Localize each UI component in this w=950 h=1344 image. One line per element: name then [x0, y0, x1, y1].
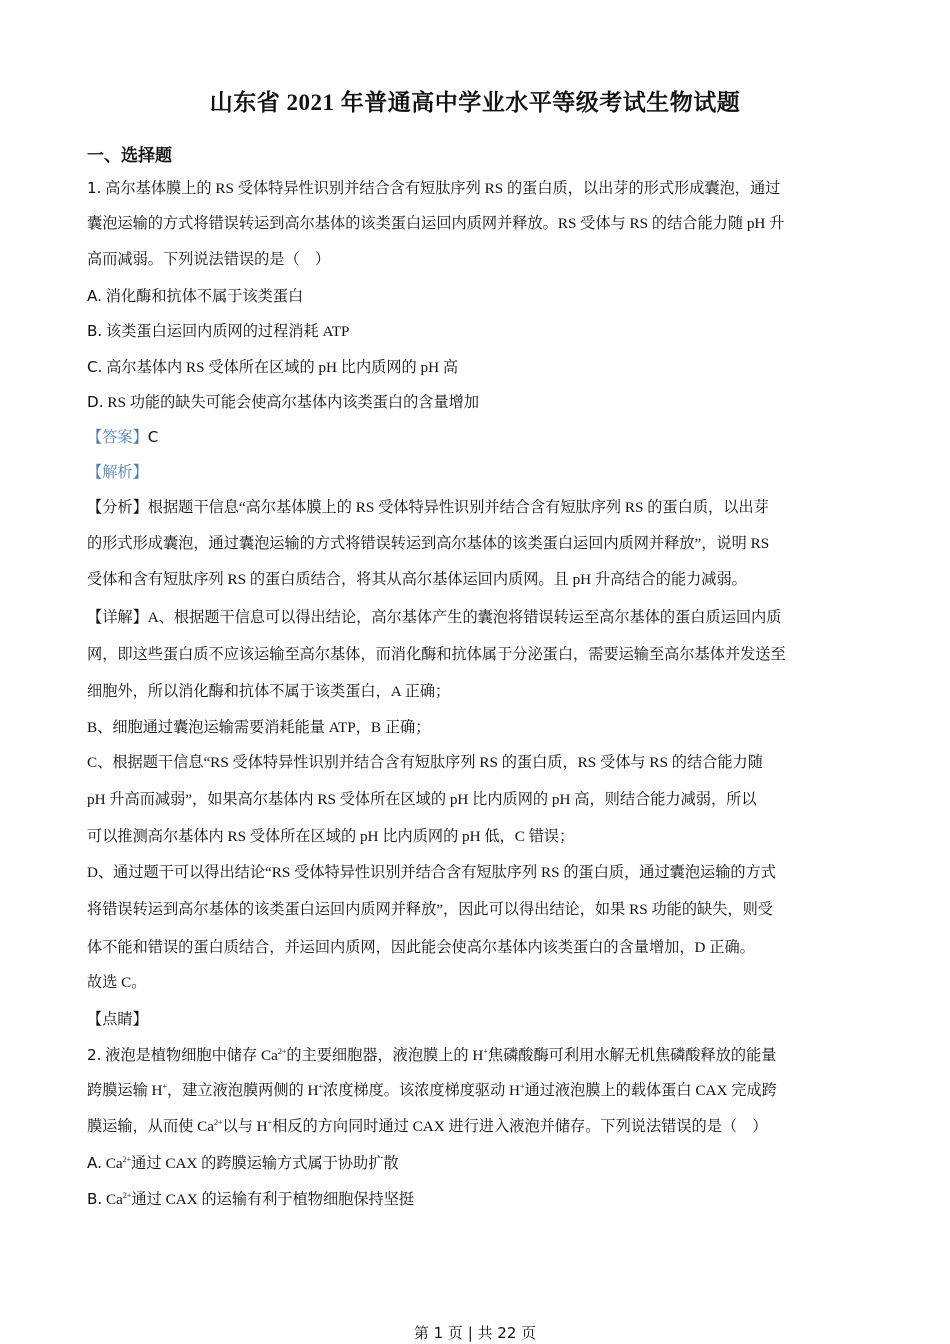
- section-heading: 一、选择题: [87, 146, 172, 165]
- xiangjie-line-2: 网，即这些蛋白质不应该运输至高尔基体，而消化酶和抗体属于分泌蛋白，需要运输至高尔基体并发送至: [87, 646, 786, 663]
- question-1-stem-line-3: 高而减弱。下列说法错误的是（ ）: [87, 251, 330, 268]
- answer-line: [87, 427, 158, 448]
- fenxi-line-3: 受体和含有短肽序列 RS 的蛋白质结合，将其从高尔基体运回内质网。且 pH 升高结合的能力减弱。: [87, 571, 747, 588]
- question-1-stem-line-2: 囊泡运输的方式将错误转运到高尔基体的该类蛋白运回内质网并释放。RS 受体与 RS 的结合能力随 pH 升: [87, 215, 785, 232]
- fenxi-line-1: 【分析】根据题干信息“高尔基体膜上的 RS 受体特异性识别并结合含有短肽序列 RS 的蛋白质，以出芽: [87, 499, 769, 516]
- xiangjie-line-9: 将错误转运到高尔基体的该类蛋白运回内质网并释放”，因此可以得出结论，如果 RS 功能的缺失，则受: [87, 901, 773, 918]
- xiangjie-line-11: 故选 C。: [87, 974, 147, 991]
- question-2-option-a: A. $Ca^{2+}$通过 CAX 的跨膜运输方式属于协助扩散: [87, 1154, 399, 1172]
- document-title: 山东省 2021 年普通高中学业水平等级考试生物试题: [209, 90, 741, 115]
- xiangjie-line-7: 可以推测高尔基体内 RS 受体所在区域的 pH 比内质网的 pH 低，C 错误；: [87, 828, 575, 845]
- question-1-option-d: D. RS 功能的缺失可能会使高尔基体内该类蛋白的含量增加: [87, 393, 480, 411]
- question-1-option-a: A. 消化酶和抗体不属于该类蛋白: [87, 287, 304, 305]
- xiangjie-line-8: D、通过题干可以得出结论“RS 受体特异性识别并结合含有短肽序列 RS 的蛋白质，通过囊泡运输的方式: [87, 864, 776, 881]
- xiangjie-line-1: 【详解】A、根据题干信息可以得出结论，高尔基体产生的囊泡将错误转运至高尔基体的蛋白质运回内质: [87, 609, 782, 626]
- question-2-option-b: B. $Ca^{2+}$通过 CAX 的运输有利于植物细胞保持坚挺: [87, 1190, 415, 1208]
- xiangjie-line-4: B、细胞通过囊泡运输需要消耗能量 ATP，B 正确；: [87, 719, 431, 736]
- question-2-stem-line-3: 膜运输，从而使 $Ca^{2+}$以与 H+相反的方向同时通过 CAX 进行进入液泡并储存。下列说法错误的是（ ）: [87, 1117, 768, 1135]
- question-number: 2.: [87, 1046, 102, 1064]
- fenxi-line-2: 的形式形成囊泡，通过囊泡运输的方式将错误转运到高尔基体的该类蛋白运回内质网并释放”，说明 RS: [87, 535, 770, 552]
- question-number: 1.: [87, 179, 102, 197]
- answer-label: 【答案】: [87, 429, 148, 446]
- analysis-label: 【解析】: [87, 464, 148, 481]
- xiangjie-line-3: 细胞外，所以消化酶和抗体不属于该类蛋白，A 正确；: [87, 683, 451, 700]
- xiangjie-line-10: 体不能和错误的蛋白质结合，并运回内质网，因此能会使高尔基体内该类蛋白的含量增加，D 正确。: [87, 939, 755, 956]
- question-2-stem-line-2: 跨膜运输 H+，建立液泡膜两侧的 H+浓度梯度。该浓度梯度驱动 H+通过液泡膜上的载体蛋白 CAX 完成跨: [87, 1081, 777, 1099]
- question-2-stem-line-1: 2. 液泡是植物细胞中储存 $Ca^{2+}$的主要细胞器，液泡膜上的 H+焦磷酸酶可利用水解无机焦磷酸释放的能量: [87, 1046, 777, 1064]
- xiangjie-line-6: pH 升高而减弱”，如果高尔基体内 RS 受体所在区域的 pH 比内质网的 pH 高，则结合能力减弱，所以: [87, 791, 757, 808]
- dianjing-label: 【点睛】: [87, 1011, 148, 1028]
- answer-value: C: [147, 428, 159, 446]
- question-1-option-c: C. 高尔基体内 RS 受体所在区域的 pH 比内质网的 pH 高: [87, 358, 459, 376]
- question-1-stem-line-1: 1. 高尔基体膜上的 RS 受体特异性识别并结合含有短肽序列 RS 的蛋白质，以出芽的形式形成囊泡，通过: [87, 179, 781, 197]
- xiangjie-line-5: C、根据题干信息“RS 受体特异性识别并结合含有短肽序列 RS 的蛋白质，RS 受体与 RS 的结合能力随: [87, 754, 763, 771]
- question-1-option-b: B. 该类蛋白运回内质网的过程消耗 ATP: [87, 322, 350, 340]
- page-footer: 第 1 页 | 共 22 页: [413, 1324, 537, 1342]
